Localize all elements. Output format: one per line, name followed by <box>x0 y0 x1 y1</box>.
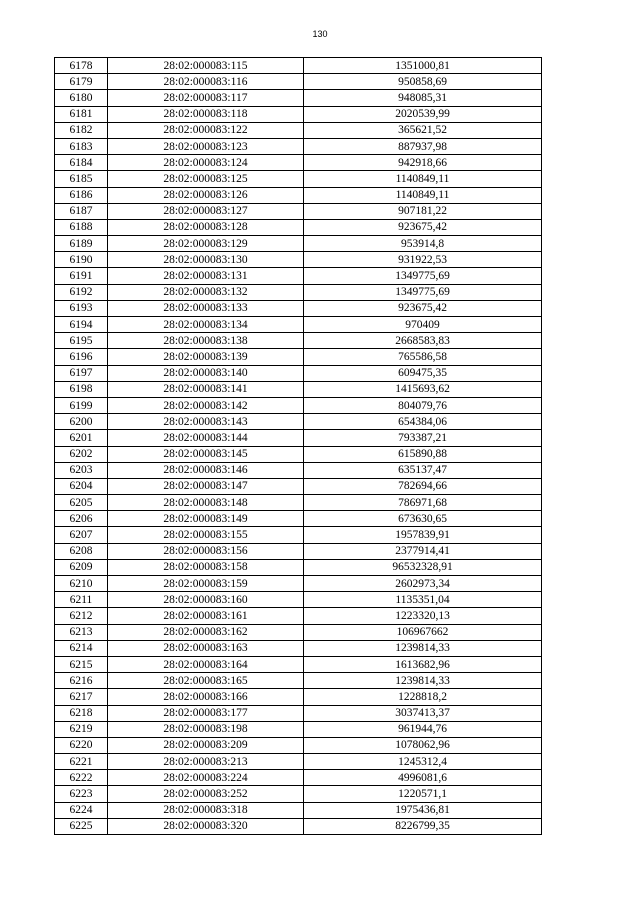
value-cell: 654384,06 <box>304 414 542 430</box>
cadastral-number-cell: 28:02:000083:122 <box>108 122 304 138</box>
row-number-cell: 6194 <box>55 317 108 333</box>
row-number-cell: 6195 <box>55 333 108 349</box>
value-cell: 1349775,69 <box>304 284 542 300</box>
value-cell: 923675,42 <box>304 219 542 235</box>
value-cell: 931922,53 <box>304 252 542 268</box>
value-cell: 782694,66 <box>304 478 542 494</box>
value-cell: 948085,31 <box>304 90 542 106</box>
value-cell: 1220571,1 <box>304 786 542 802</box>
value-cell: 1245312,4 <box>304 754 542 770</box>
row-number-cell: 6199 <box>55 397 108 413</box>
row-number-cell: 6214 <box>55 640 108 656</box>
cadastral-number-cell: 28:02:000083:142 <box>108 397 304 413</box>
cadastral-number-cell: 28:02:000083:161 <box>108 608 304 624</box>
value-cell: 1228818,2 <box>304 689 542 705</box>
cadastral-number-cell: 28:02:000083:159 <box>108 576 304 592</box>
value-cell: 1415693,62 <box>304 381 542 397</box>
table-row <box>55 592 542 608</box>
row-number-cell: 6193 <box>55 300 108 316</box>
table-row <box>55 656 542 672</box>
table-row <box>55 818 542 834</box>
cadastral-number-cell: 28:02:000083:209 <box>108 737 304 753</box>
table-row <box>55 754 542 770</box>
value-cell: 1613682,96 <box>304 656 542 672</box>
cadastral-number-cell: 28:02:000083:123 <box>108 138 304 154</box>
value-cell: 953914,8 <box>304 236 542 252</box>
table-row <box>55 478 542 494</box>
table-row <box>55 106 542 122</box>
row-number-cell: 6201 <box>55 430 108 446</box>
cadastral-number-cell: 28:02:000083:141 <box>108 381 304 397</box>
value-cell: 765586,58 <box>304 349 542 365</box>
row-number-cell: 6204 <box>55 478 108 494</box>
value-cell: 793387,21 <box>304 430 542 446</box>
row-number-cell: 6186 <box>55 187 108 203</box>
value-cell: 635137,47 <box>304 462 542 478</box>
row-number-cell: 6187 <box>55 203 108 219</box>
row-number-cell: 6191 <box>55 268 108 284</box>
table-row <box>55 349 542 365</box>
table-row <box>55 203 542 219</box>
cadastral-number-cell: 28:02:000083:164 <box>108 656 304 672</box>
table-row <box>55 495 542 511</box>
cadastral-number-cell: 28:02:000083:144 <box>108 430 304 446</box>
value-cell: 1957839,91 <box>304 527 542 543</box>
table-row <box>55 430 542 446</box>
value-cell: 2602973,34 <box>304 576 542 592</box>
cadastral-number-cell: 28:02:000083:132 <box>108 284 304 300</box>
value-cell: 1975436,81 <box>304 802 542 818</box>
row-number-cell: 6182 <box>55 122 108 138</box>
value-cell: 4996081,6 <box>304 770 542 786</box>
value-cell: 887937,98 <box>304 138 542 154</box>
row-number-cell: 6216 <box>55 673 108 689</box>
table-row <box>55 673 542 689</box>
cadastral-number-cell: 28:02:000083:198 <box>108 721 304 737</box>
cadastral-number-cell: 28:02:000083:155 <box>108 527 304 543</box>
cadastral-number-cell: 28:02:000083:252 <box>108 786 304 802</box>
table-row <box>55 236 542 252</box>
cadastral-number-cell: 28:02:000083:148 <box>108 495 304 511</box>
value-cell: 96532328,91 <box>304 559 542 575</box>
table-row <box>55 705 542 721</box>
row-number-cell: 6221 <box>55 754 108 770</box>
row-number-cell: 6219 <box>55 721 108 737</box>
row-number-cell: 6206 <box>55 511 108 527</box>
cadastral-number-cell: 28:02:000083:125 <box>108 171 304 187</box>
row-number-cell: 6223 <box>55 786 108 802</box>
cadastral-number-cell: 28:02:000083:147 <box>108 478 304 494</box>
cadastral-number-cell: 28:02:000083:320 <box>108 818 304 834</box>
table-row <box>55 90 542 106</box>
table-row <box>55 219 542 235</box>
value-cell: 1349775,69 <box>304 268 542 284</box>
value-cell: 786971,68 <box>304 495 542 511</box>
row-number-cell: 6192 <box>55 284 108 300</box>
row-number-cell: 6207 <box>55 527 108 543</box>
table-body <box>55 58 542 835</box>
table-row <box>55 333 542 349</box>
table-row <box>55 511 542 527</box>
table-row <box>55 74 542 90</box>
value-cell: 923675,42 <box>304 300 542 316</box>
row-number-cell: 6224 <box>55 802 108 818</box>
row-number-cell: 6222 <box>55 770 108 786</box>
page-number: 130 <box>312 29 328 39</box>
row-number-cell: 6218 <box>55 705 108 721</box>
table-row <box>55 317 542 333</box>
table-row <box>55 737 542 753</box>
cadastral-number-cell: 28:02:000083:139 <box>108 349 304 365</box>
table-row <box>55 187 542 203</box>
table-row <box>55 268 542 284</box>
table-row <box>55 689 542 705</box>
value-cell: 1140849,11 <box>304 171 542 187</box>
value-cell: 8226799,35 <box>304 818 542 834</box>
cadastral-number-cell: 28:02:000083:124 <box>108 155 304 171</box>
row-number-cell: 6184 <box>55 155 108 171</box>
cadastral-number-cell: 28:02:000083:213 <box>108 754 304 770</box>
table-row <box>55 155 542 171</box>
table-row <box>55 770 542 786</box>
table-row <box>55 397 542 413</box>
value-cell: 2020539,99 <box>304 106 542 122</box>
row-number-cell: 6179 <box>55 74 108 90</box>
table-row <box>55 527 542 543</box>
cadastral-number-cell: 28:02:000083:127 <box>108 203 304 219</box>
row-number-cell: 6208 <box>55 543 108 559</box>
value-cell: 3037413,37 <box>304 705 542 721</box>
value-cell: 365621,52 <box>304 122 542 138</box>
value-cell: 907181,22 <box>304 203 542 219</box>
table-row <box>55 802 542 818</box>
value-cell: 961944,76 <box>304 721 542 737</box>
cadastral-number-cell: 28:02:000083:162 <box>108 624 304 640</box>
value-cell: 950858,69 <box>304 74 542 90</box>
value-cell: 1223320,13 <box>304 608 542 624</box>
row-number-cell: 6213 <box>55 624 108 640</box>
cadastral-table <box>54 57 542 835</box>
cadastral-number-cell: 28:02:000083:140 <box>108 365 304 381</box>
table-row <box>55 414 542 430</box>
row-number-cell: 6197 <box>55 365 108 381</box>
cadastral-number-cell: 28:02:000083:117 <box>108 90 304 106</box>
cadastral-number-cell: 28:02:000083:118 <box>108 106 304 122</box>
table-row <box>55 543 542 559</box>
cadastral-number-cell: 28:02:000083:130 <box>108 252 304 268</box>
row-number-cell: 6200 <box>55 414 108 430</box>
table-row <box>55 122 542 138</box>
cadastral-number-cell: 28:02:000083:158 <box>108 559 304 575</box>
table-row <box>55 381 542 397</box>
row-number-cell: 6203 <box>55 462 108 478</box>
value-cell: 970409 <box>304 317 542 333</box>
cadastral-number-cell: 28:02:000083:133 <box>108 300 304 316</box>
row-number-cell: 6205 <box>55 495 108 511</box>
table-row <box>55 786 542 802</box>
row-number-cell: 6202 <box>55 446 108 462</box>
value-cell: 2668583,83 <box>304 333 542 349</box>
table-row <box>55 624 542 640</box>
cadastral-number-cell: 28:02:000083:126 <box>108 187 304 203</box>
row-number-cell: 6190 <box>55 252 108 268</box>
row-number-cell: 6209 <box>55 559 108 575</box>
value-cell: 609475,35 <box>304 365 542 381</box>
row-number-cell: 6185 <box>55 171 108 187</box>
table-row <box>55 58 542 74</box>
value-cell: 804079,76 <box>304 397 542 413</box>
cadastral-number-cell: 28:02:000083:165 <box>108 673 304 689</box>
value-cell: 1239814,33 <box>304 640 542 656</box>
cadastral-number-cell: 28:02:000083:128 <box>108 219 304 235</box>
row-number-cell: 6198 <box>55 381 108 397</box>
row-number-cell: 6189 <box>55 236 108 252</box>
table-row <box>55 462 542 478</box>
table-row <box>55 300 542 316</box>
row-number-cell: 6217 <box>55 689 108 705</box>
row-number-cell: 6196 <box>55 349 108 365</box>
cadastral-number-cell: 28:02:000083:224 <box>108 770 304 786</box>
value-cell: 673630,65 <box>304 511 542 527</box>
table-row <box>55 252 542 268</box>
row-number-cell: 6188 <box>55 219 108 235</box>
row-number-cell: 6211 <box>55 592 108 608</box>
value-cell: 1078062,96 <box>304 737 542 753</box>
row-number-cell: 6220 <box>55 737 108 753</box>
table-row <box>55 640 542 656</box>
cadastral-number-cell: 28:02:000083:115 <box>108 58 304 74</box>
value-cell: 1239814,33 <box>304 673 542 689</box>
value-cell: 1351000,81 <box>304 58 542 74</box>
cadastral-number-cell: 28:02:000083:131 <box>108 268 304 284</box>
table-row <box>55 721 542 737</box>
table-row <box>55 365 542 381</box>
cadastral-number-cell: 28:02:000083:149 <box>108 511 304 527</box>
row-number-cell: 6215 <box>55 656 108 672</box>
table-row <box>55 576 542 592</box>
row-number-cell: 6225 <box>55 818 108 834</box>
value-cell: 615890,88 <box>304 446 542 462</box>
row-number-cell: 6212 <box>55 608 108 624</box>
cadastral-number-cell: 28:02:000083:166 <box>108 689 304 705</box>
table-row <box>55 284 542 300</box>
value-cell: 1135351,04 <box>304 592 542 608</box>
cadastral-number-cell: 28:02:000083:116 <box>108 74 304 90</box>
cadastral-number-cell: 28:02:000083:160 <box>108 592 304 608</box>
row-number-cell: 6183 <box>55 138 108 154</box>
cadastral-number-cell: 28:02:000083:163 <box>108 640 304 656</box>
row-number-cell: 6180 <box>55 90 108 106</box>
cadastral-number-cell: 28:02:000083:156 <box>108 543 304 559</box>
cadastral-number-cell: 28:02:000083:129 <box>108 236 304 252</box>
table-row <box>55 171 542 187</box>
row-number-cell: 6181 <box>55 106 108 122</box>
row-number-cell: 6210 <box>55 576 108 592</box>
value-cell: 942918,66 <box>304 155 542 171</box>
cadastral-number-cell: 28:02:000083:145 <box>108 446 304 462</box>
cadastral-number-cell: 28:02:000083:134 <box>108 317 304 333</box>
cadastral-number-cell: 28:02:000083:146 <box>108 462 304 478</box>
row-number-cell: 6178 <box>55 58 108 74</box>
cadastral-number-cell: 28:02:000083:318 <box>108 802 304 818</box>
table-row <box>55 608 542 624</box>
cadastral-number-cell: 28:02:000083:138 <box>108 333 304 349</box>
table-row <box>55 138 542 154</box>
value-cell: 2377914,41 <box>304 543 542 559</box>
table-row <box>55 446 542 462</box>
value-cell: 1140849,11 <box>304 187 542 203</box>
value-cell: 106967662 <box>304 624 542 640</box>
cadastral-number-cell: 28:02:000083:177 <box>108 705 304 721</box>
table-row <box>55 559 542 575</box>
cadastral-number-cell: 28:02:000083:143 <box>108 414 304 430</box>
